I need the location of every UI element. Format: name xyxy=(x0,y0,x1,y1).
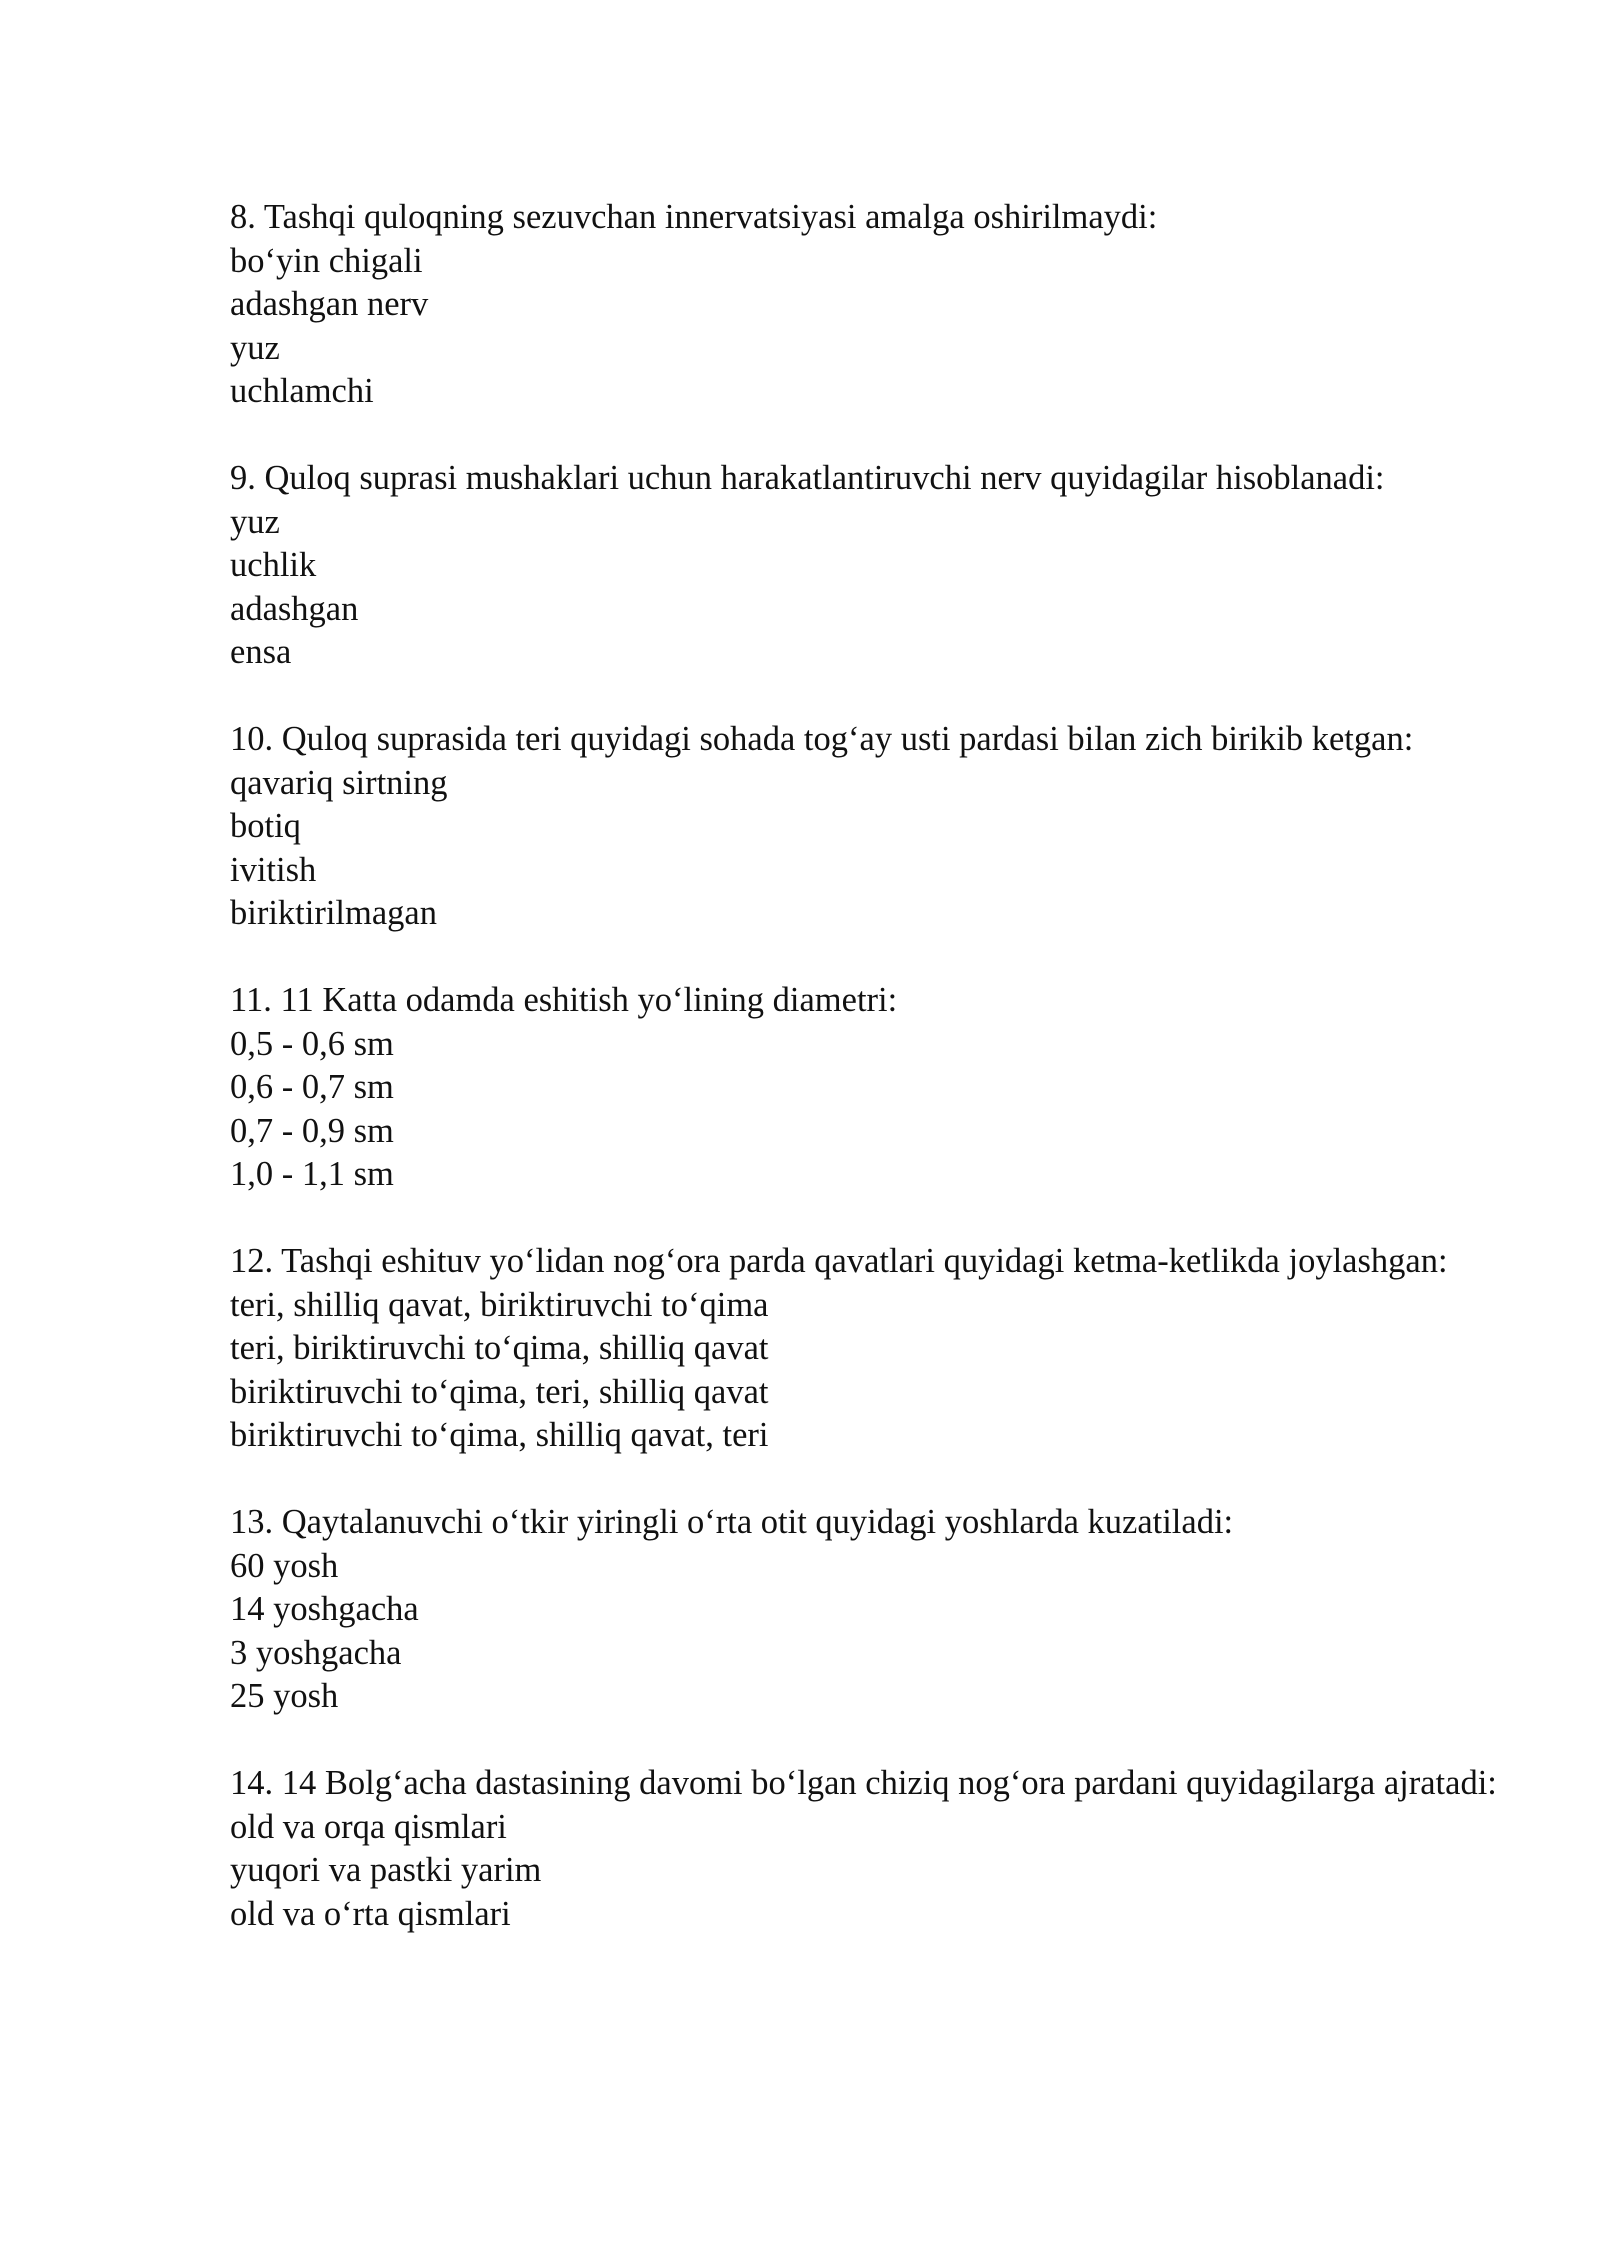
answer-option: 3 yoshgacha xyxy=(230,1633,402,1672)
question-text: 14. 14 Bolg‘acha dastasining davomi bo‘lgan chiziq nog‘ora pardani quyidagilarga ajratadi: xyxy=(230,1764,1497,1802)
answer-option: ensa xyxy=(230,633,292,671)
answer-option: 1,0 - 1,1 sm xyxy=(230,1155,394,1193)
answer-option: 0,5 - 0,6 sm xyxy=(230,1024,394,1063)
answer-option: biriktiruvchi to‘qima, shilliq qavat, teri xyxy=(230,1416,769,1454)
answer-option: bo‘yin chigali xyxy=(230,241,423,280)
answer-option: botiq xyxy=(230,807,301,845)
test-questions-list xyxy=(230,196,1530,1980)
question-10 xyxy=(230,718,1530,936)
question-11 xyxy=(230,979,1530,1197)
answer-option: 0,7 - 0,9 sm xyxy=(230,1111,394,1150)
answer-option: 0,6 - 0,7 sm xyxy=(230,1068,394,1106)
question-text: 12. Tashqi eshituv yo‘lidan nog‘ora parda qavatlari quyidagi ketma-ketlikda joylashgan: xyxy=(230,1242,1448,1280)
answer-option: 25 yosh xyxy=(230,1677,339,1715)
question-12 xyxy=(230,1240,1530,1458)
answer-option: teri, biriktiruvchi to‘qima, shilliq qavat xyxy=(230,1329,769,1367)
answer-option: yuz xyxy=(230,502,280,541)
answer-option: old va orqa qismlari xyxy=(230,1807,507,1846)
answer-option: teri, shilliq qavat, biriktiruvchi to‘qima xyxy=(230,1285,769,1324)
answer-option: yuqori va pastki yarim xyxy=(230,1851,542,1889)
question-9 xyxy=(230,457,1530,675)
question-text: 11. 11 Katta odamda eshitish yo‘lining diametri: xyxy=(230,981,898,1019)
question-text: 8. Tashqi quloqning sezuvchan innervatsiyasi amalga oshirilmaydi: xyxy=(230,198,1158,236)
answer-option: uchlamchi xyxy=(230,372,374,410)
answer-option: qavariq sirtning xyxy=(230,763,448,802)
question-text: 13. Qaytalanuvchi o‘tkir yiringli o‘rta otit quyidagi yoshlarda kuzatiladi: xyxy=(230,1503,1234,1541)
answer-option: uchlik xyxy=(230,546,317,584)
answer-option: ivitish xyxy=(230,850,317,889)
answer-option: biriktiruvchi to‘qima, teri, shilliq qavat xyxy=(230,1372,769,1411)
answer-option: 60 yosh xyxy=(230,1546,339,1585)
question-text: 9. Quloq suprasi mushaklari uchun harakatlantiruvchi nerv quyidagilar hisoblanadi: xyxy=(230,459,1385,497)
answer-option: old va o‘rta qismlari xyxy=(230,1894,511,1933)
answer-option: yuz xyxy=(230,328,280,367)
question-text: 10. Quloq suprasida teri quyidagi sohada tog‘ay usti pardasi bilan zich birikib ketgan: xyxy=(230,720,1414,758)
question-13 xyxy=(230,1501,1530,1719)
question-8 xyxy=(230,196,1530,414)
answer-option: biriktirilmagan xyxy=(230,894,437,932)
answer-option: adashgan nerv xyxy=(230,285,429,323)
answer-option: 14 yoshgacha xyxy=(230,1590,419,1628)
question-14 xyxy=(230,1762,1530,1936)
answer-option: adashgan xyxy=(230,589,359,628)
